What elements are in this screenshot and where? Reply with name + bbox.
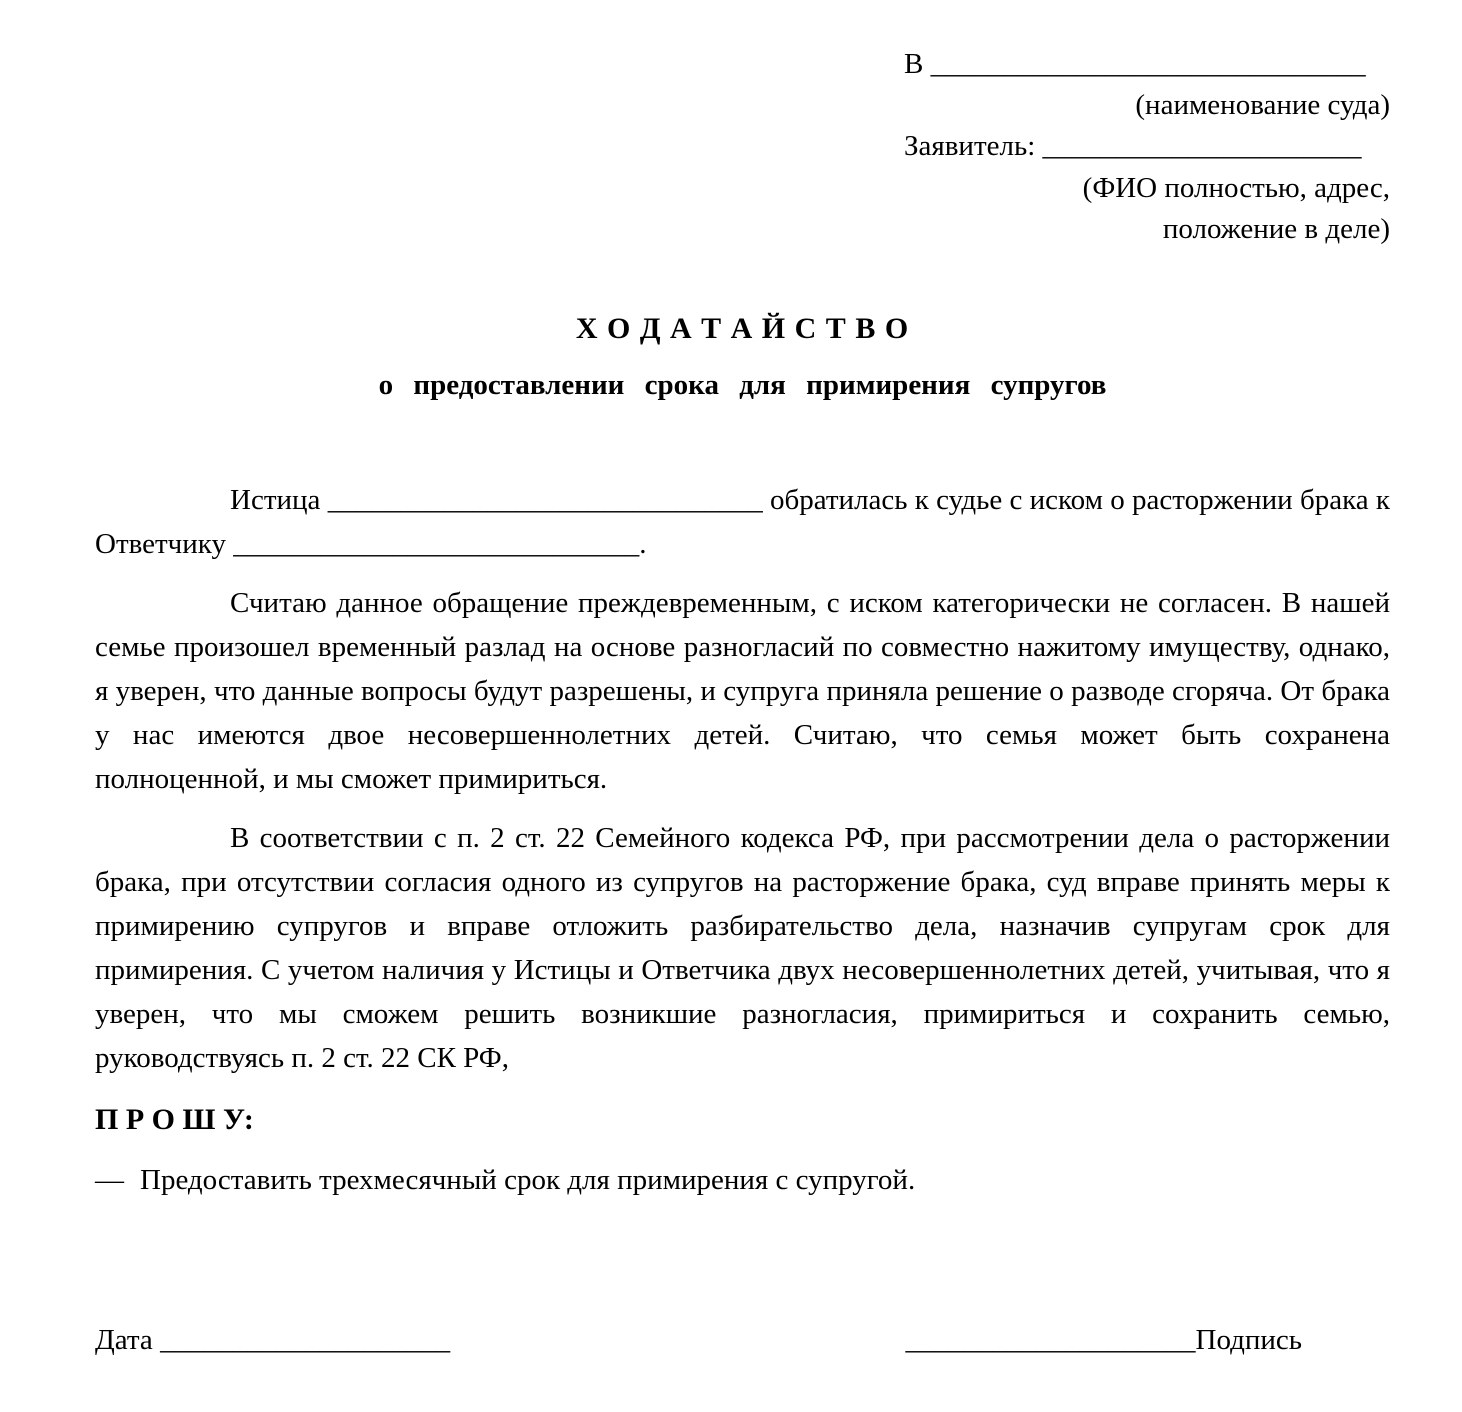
court-name-blank: ______________________________ <box>930 48 1366 80</box>
court-caption: (наименование суда) <box>1135 89 1390 122</box>
court-prefix: В <box>904 48 924 80</box>
document-title: Х О Д А Т А Й С Т В О <box>575 311 910 345</box>
applicant-blank: ______________________ <box>1042 130 1362 163</box>
court-name-line <box>904 44 1390 85</box>
request-item-text: Предоставить трехмесячный срок для примирения с супругой. <box>140 1164 916 1197</box>
paragraph-intro <box>95 478 1390 566</box>
date-label: Дата <box>95 1324 153 1357</box>
request-heading: П Р О Ш У: <box>95 1102 254 1136</box>
date-blank: ____________________ <box>160 1324 451 1357</box>
document-body <box>95 478 1390 1081</box>
applicant-caption-line2: положение в деле) <box>1162 212 1390 245</box>
intro-text-middle: обратилась к судье с иском о расторжении брака к Ответчику <box>95 483 1390 560</box>
signature-line <box>906 1318 1303 1362</box>
applicant-caption-line1: (ФИО полностью, адрес, <box>1082 171 1390 204</box>
respondent-name-blank: ____________________________ <box>233 527 640 560</box>
signature-blank: ____________________ <box>905 1324 1196 1357</box>
intro-text-start: Истица <box>230 483 321 516</box>
document-subtitle: о предоставлении срока для примирения супругов <box>378 369 1107 402</box>
signature-label: Подпись <box>1195 1324 1302 1357</box>
applicant-line <box>904 126 1390 167</box>
plaintiff-name-blank: ______________________________ <box>327 483 763 516</box>
dash-marker: — <box>95 1164 124 1197</box>
paragraph-legal-basis: В соответствии с п. 2 ст. 22 Семейного кодекса РФ, при рассмотрении дела о расторжении брака, при отсутствии согласия одного из супругов на расторжение брака, суд вправе принять меры к примирению супругов и вправе отложить разбирательство дела, назначив супругам срок для примирения. С учетом наличия у Истицы и Ответчика двух несовершеннолетних детей, учитывая, что я уверен, что мы сможем решить возникшие разногласия, примириться и сохранить семью, руководствуясь п. 2 ст. 22 СК РФ, <box>95 822 1390 1075</box>
date-line <box>95 1318 450 1362</box>
intro-text-end: . <box>639 527 647 560</box>
paragraph-disagreement: Считаю данное обращение преждевременным, с иском категорически не согласен. В нашей семье произошел временный разлад на основе разногласий по совместно нажитому имуществу, однако, я уверен, что данные вопросы будут разрешены, и супруга приняла решение о разводе сгоряча. От брака у нас имеются двое несовершеннолетних детей. Считаю, что семья может быть сохранена полноценной, и мы сможет примириться. <box>95 586 1390 795</box>
court-header-block <box>904 44 1390 250</box>
footer <box>95 1318 1390 1362</box>
applicant-label: Заявитель: <box>904 130 1036 163</box>
request-item <box>95 1158 1390 1202</box>
